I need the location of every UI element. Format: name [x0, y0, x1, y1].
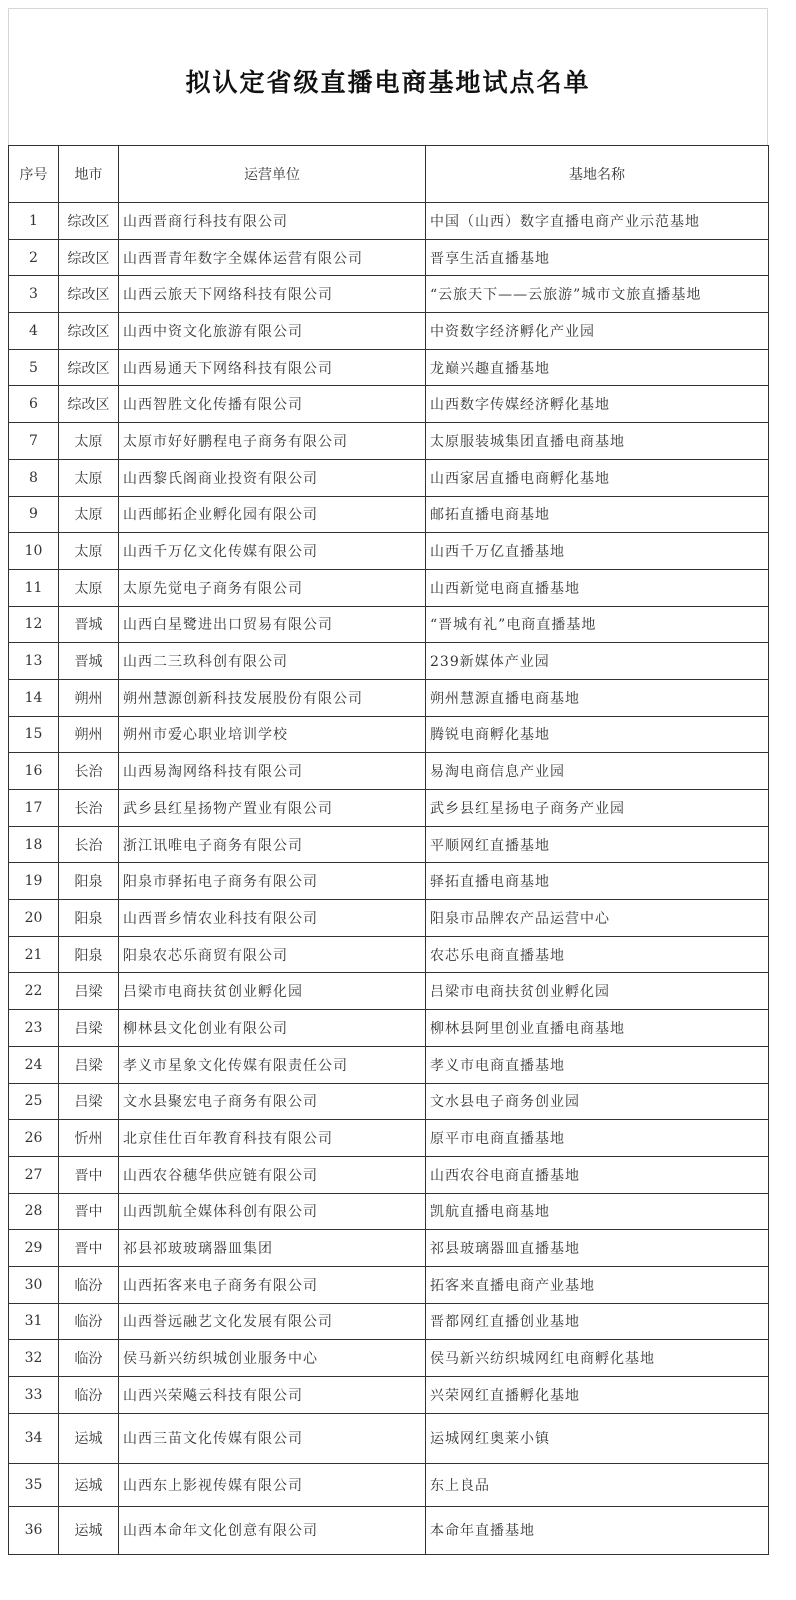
cell-city: 忻州	[59, 1120, 119, 1157]
cell-base-name: 东上良品	[426, 1463, 769, 1506]
cell-base-name: 腾锐电商孵化基地	[426, 716, 769, 753]
cell-serial-number: 19	[9, 863, 59, 900]
document-title: 拟认定省级直播电商基地试点名单	[185, 67, 591, 97]
cell-city: 晋中	[59, 1230, 119, 1267]
cell-serial-number: 26	[9, 1120, 59, 1157]
header-city: 地市	[59, 146, 119, 203]
cell-base-name: 山西农谷电商直播基地	[426, 1156, 769, 1193]
cell-serial-number: 11	[9, 569, 59, 606]
cell-serial-number: 27	[9, 1156, 59, 1193]
table-row	[9, 1413, 769, 1463]
cell-city: 临汾	[59, 1303, 119, 1340]
table-row	[9, 716, 769, 753]
cell-base-name: 兴荣网红直播孵化基地	[426, 1377, 769, 1414]
table-row	[9, 606, 769, 643]
cell-operating-unit: 山西凯航全媒体科创有限公司	[119, 1193, 426, 1230]
cell-base-name: 武乡县红星扬电子商务产业园	[426, 790, 769, 827]
table-row	[9, 1266, 769, 1303]
cell-serial-number: 6	[9, 386, 59, 423]
cell-base-name: 驿拓直播电商基地	[426, 863, 769, 900]
pilot-base-table	[8, 145, 769, 1555]
cell-base-name: 晋享生活直播基地	[426, 239, 769, 276]
header-unit: 运营单位	[119, 146, 426, 203]
cell-operating-unit: 山西本命年文化创意有限公司	[119, 1506, 426, 1554]
table-row	[9, 900, 769, 937]
cell-city: 太原	[59, 496, 119, 533]
cell-city: 临汾	[59, 1340, 119, 1377]
cell-operating-unit: 山西拓客来电子商务有限公司	[119, 1266, 426, 1303]
cell-operating-unit: 山西兴荣飚云科技有限公司	[119, 1377, 426, 1414]
cell-base-name: 祁县玻璃器皿直播基地	[426, 1230, 769, 1267]
cell-operating-unit: 吕梁市电商扶贫创业孵化园	[119, 973, 426, 1010]
table-row	[9, 1010, 769, 1047]
cell-serial-number: 35	[9, 1463, 59, 1506]
cell-operating-unit: 太原市好好鹏程电子商务有限公司	[119, 423, 426, 460]
cell-serial-number: 30	[9, 1266, 59, 1303]
table-row	[9, 239, 769, 276]
table-row	[9, 1046, 769, 1083]
cell-city: 综改区	[59, 203, 119, 240]
cell-base-name: 山西新觉电商直播基地	[426, 569, 769, 606]
cell-base-name: “晋城有礼”电商直播基地	[426, 606, 769, 643]
cell-operating-unit: 孝义市星象文化传媒有限责任公司	[119, 1046, 426, 1083]
cell-operating-unit: 太原先觉电子商务有限公司	[119, 569, 426, 606]
cell-operating-unit: 祁县祁玻玻璃器皿集团	[119, 1230, 426, 1267]
cell-base-name: 邮拓直播电商基地	[426, 496, 769, 533]
cell-serial-number: 1	[9, 203, 59, 240]
cell-serial-number: 24	[9, 1046, 59, 1083]
cell-operating-unit: 侯马新兴纺织城创业服务中心	[119, 1340, 426, 1377]
cell-serial-number: 20	[9, 900, 59, 937]
table-row	[9, 1340, 769, 1377]
cell-base-name: 文水县电子商务创业园	[426, 1083, 769, 1120]
table-row	[9, 790, 769, 827]
cell-serial-number: 29	[9, 1230, 59, 1267]
cell-city: 阳泉	[59, 900, 119, 937]
cell-serial-number: 10	[9, 533, 59, 570]
cell-city: 运城	[59, 1506, 119, 1554]
table-row	[9, 459, 769, 496]
table-row	[9, 1083, 769, 1120]
cell-base-name: 山西千万亿直播基地	[426, 533, 769, 570]
cell-operating-unit: 山西东上影视传媒有限公司	[119, 1463, 426, 1506]
cell-base-name: 朔州慧源直播电商基地	[426, 679, 769, 716]
table-row	[9, 1303, 769, 1340]
cell-operating-unit: 浙江讯唯电子商务有限公司	[119, 826, 426, 863]
cell-serial-number: 32	[9, 1340, 59, 1377]
cell-operating-unit: 阳泉市驿拓电子商务有限公司	[119, 863, 426, 900]
table-row	[9, 276, 769, 313]
cell-operating-unit: 山西白星鹭进出口贸易有限公司	[119, 606, 426, 643]
cell-city: 太原	[59, 423, 119, 460]
table-row	[9, 1193, 769, 1230]
cell-base-name: 晋都网红直播创业基地	[426, 1303, 769, 1340]
cell-serial-number: 17	[9, 790, 59, 827]
cell-city: 长治	[59, 826, 119, 863]
cell-base-name: 中国（山西）数字直播电商产业示范基地	[426, 203, 769, 240]
header-no: 序号	[9, 146, 59, 203]
table-row	[9, 936, 769, 973]
cell-city: 晋城	[59, 643, 119, 680]
cell-city: 综改区	[59, 276, 119, 313]
header-base: 基地名称	[426, 146, 769, 203]
cell-serial-number: 21	[9, 936, 59, 973]
table-row	[9, 1506, 769, 1554]
cell-base-name: 龙巅兴趣直播基地	[426, 349, 769, 386]
cell-base-name: 太原服装城集团直播电商基地	[426, 423, 769, 460]
table-row	[9, 679, 769, 716]
cell-city: 吕梁	[59, 1046, 119, 1083]
cell-city: 阳泉	[59, 936, 119, 973]
cell-serial-number: 25	[9, 1083, 59, 1120]
cell-city: 综改区	[59, 239, 119, 276]
cell-operating-unit: 朔州慧源创新科技发展股份有限公司	[119, 679, 426, 716]
table-row	[9, 1463, 769, 1506]
cell-base-name: 239新媒体产业园	[426, 643, 769, 680]
cell-operating-unit: 山西邮拓企业孵化园有限公司	[119, 496, 426, 533]
cell-operating-unit: 山西二三玖科创有限公司	[119, 643, 426, 680]
cell-base-name: 易淘电商信息产业园	[426, 753, 769, 790]
cell-operating-unit: 山西晋青年数字全媒体运营有限公司	[119, 239, 426, 276]
cell-base-name: 凯航直播电商基地	[426, 1193, 769, 1230]
cell-base-name: 平顺网红直播基地	[426, 826, 769, 863]
cell-serial-number: 2	[9, 239, 59, 276]
cell-serial-number: 5	[9, 349, 59, 386]
cell-base-name: 孝义市电商直播基地	[426, 1046, 769, 1083]
cell-city: 长治	[59, 790, 119, 827]
table-row	[9, 386, 769, 423]
cell-operating-unit: 山西三苗文化传媒有限公司	[119, 1413, 426, 1463]
table-row	[9, 643, 769, 680]
cell-operating-unit: 山西云旅天下网络科技有限公司	[119, 276, 426, 313]
table-row	[9, 1156, 769, 1193]
title-area	[8, 8, 768, 146]
table-row	[9, 496, 769, 533]
cell-base-name: 原平市电商直播基地	[426, 1120, 769, 1157]
cell-base-name: 农芯乐电商直播基地	[426, 936, 769, 973]
cell-serial-number: 36	[9, 1506, 59, 1554]
table-row	[9, 533, 769, 570]
cell-city: 晋中	[59, 1156, 119, 1193]
cell-city: 阳泉	[59, 863, 119, 900]
cell-serial-number: 28	[9, 1193, 59, 1230]
cell-base-name: 山西家居直播电商孵化基地	[426, 459, 769, 496]
cell-base-name: 中资数字经济孵化产业园	[426, 313, 769, 350]
cell-city: 综改区	[59, 349, 119, 386]
cell-operating-unit: 阳泉农芯乐商贸有限公司	[119, 936, 426, 973]
cell-city: 晋城	[59, 606, 119, 643]
cell-serial-number: 13	[9, 643, 59, 680]
cell-operating-unit: 山西智胜文化传播有限公司	[119, 386, 426, 423]
cell-operating-unit: 山西易通天下网络科技有限公司	[119, 349, 426, 386]
table-header-row	[9, 146, 769, 203]
table-row	[9, 313, 769, 350]
cell-city: 朔州	[59, 679, 119, 716]
cell-city: 吕梁	[59, 1010, 119, 1047]
cell-operating-unit: 山西中资文化旅游有限公司	[119, 313, 426, 350]
table-row	[9, 973, 769, 1010]
cell-city: 吕梁	[59, 1083, 119, 1120]
cell-city: 太原	[59, 569, 119, 606]
cell-base-name: 运城网红奥莱小镇	[426, 1413, 769, 1463]
cell-base-name: 山西数字传媒经济孵化基地	[426, 386, 769, 423]
cell-operating-unit: 山西易淘网络科技有限公司	[119, 753, 426, 790]
cell-city: 临汾	[59, 1377, 119, 1414]
table-row	[9, 1230, 769, 1267]
cell-operating-unit: 山西誉远融艺文化发展有限公司	[119, 1303, 426, 1340]
cell-operating-unit: 山西千万亿文化传媒有限公司	[119, 533, 426, 570]
cell-serial-number: 23	[9, 1010, 59, 1047]
cell-serial-number: 3	[9, 276, 59, 313]
cell-base-name: 本命年直播基地	[426, 1506, 769, 1554]
cell-serial-number: 14	[9, 679, 59, 716]
cell-city: 运城	[59, 1463, 119, 1506]
cell-operating-unit: 朔州市爱心职业培训学校	[119, 716, 426, 753]
cell-city: 运城	[59, 1413, 119, 1463]
cell-serial-number: 12	[9, 606, 59, 643]
cell-city: 综改区	[59, 386, 119, 423]
cell-operating-unit: 武乡县红星扬物产置业有限公司	[119, 790, 426, 827]
cell-serial-number: 7	[9, 423, 59, 460]
table-row	[9, 863, 769, 900]
cell-operating-unit: 山西晋商行科技有限公司	[119, 203, 426, 240]
table-row	[9, 826, 769, 863]
cell-base-name: “云旅天下——云旅游”城市文旅直播基地	[426, 276, 769, 313]
cell-city: 临汾	[59, 1266, 119, 1303]
cell-city: 太原	[59, 459, 119, 496]
cell-operating-unit: 山西黎氏阁商业投资有限公司	[119, 459, 426, 496]
cell-base-name: 拓客来直播电商产业基地	[426, 1266, 769, 1303]
table-row	[9, 753, 769, 790]
cell-base-name: 柳林县阿里创业直播电商基地	[426, 1010, 769, 1047]
cell-serial-number: 34	[9, 1413, 59, 1463]
table-body	[9, 203, 769, 1555]
cell-serial-number: 16	[9, 753, 59, 790]
cell-serial-number: 22	[9, 973, 59, 1010]
table-row	[9, 569, 769, 606]
cell-base-name: 吕梁市电商扶贫创业孵化园	[426, 973, 769, 1010]
table-row	[9, 1120, 769, 1157]
cell-serial-number: 33	[9, 1377, 59, 1414]
cell-operating-unit: 文水县聚宏电子商务有限公司	[119, 1083, 426, 1120]
table-row	[9, 423, 769, 460]
cell-operating-unit: 北京佳仕百年教育科技有限公司	[119, 1120, 426, 1157]
cell-city: 长治	[59, 753, 119, 790]
cell-operating-unit: 柳林县文化创业有限公司	[119, 1010, 426, 1047]
cell-city: 吕梁	[59, 973, 119, 1010]
cell-city: 综改区	[59, 313, 119, 350]
cell-serial-number: 9	[9, 496, 59, 533]
cell-serial-number: 4	[9, 313, 59, 350]
cell-city: 太原	[59, 533, 119, 570]
cell-city: 朔州	[59, 716, 119, 753]
table-row	[9, 203, 769, 240]
cell-serial-number: 18	[9, 826, 59, 863]
cell-serial-number: 31	[9, 1303, 59, 1340]
cell-city: 晋中	[59, 1193, 119, 1230]
cell-base-name: 侯马新兴纺织城网红电商孵化基地	[426, 1340, 769, 1377]
table-row	[9, 349, 769, 386]
cell-base-name: 阳泉市品牌农产品运营中心	[426, 900, 769, 937]
table-row	[9, 1377, 769, 1414]
cell-operating-unit: 山西农谷穗华供应链有限公司	[119, 1156, 426, 1193]
cell-operating-unit: 山西晋乡情农业科技有限公司	[119, 900, 426, 937]
cell-serial-number: 15	[9, 716, 59, 753]
cell-serial-number: 8	[9, 459, 59, 496]
